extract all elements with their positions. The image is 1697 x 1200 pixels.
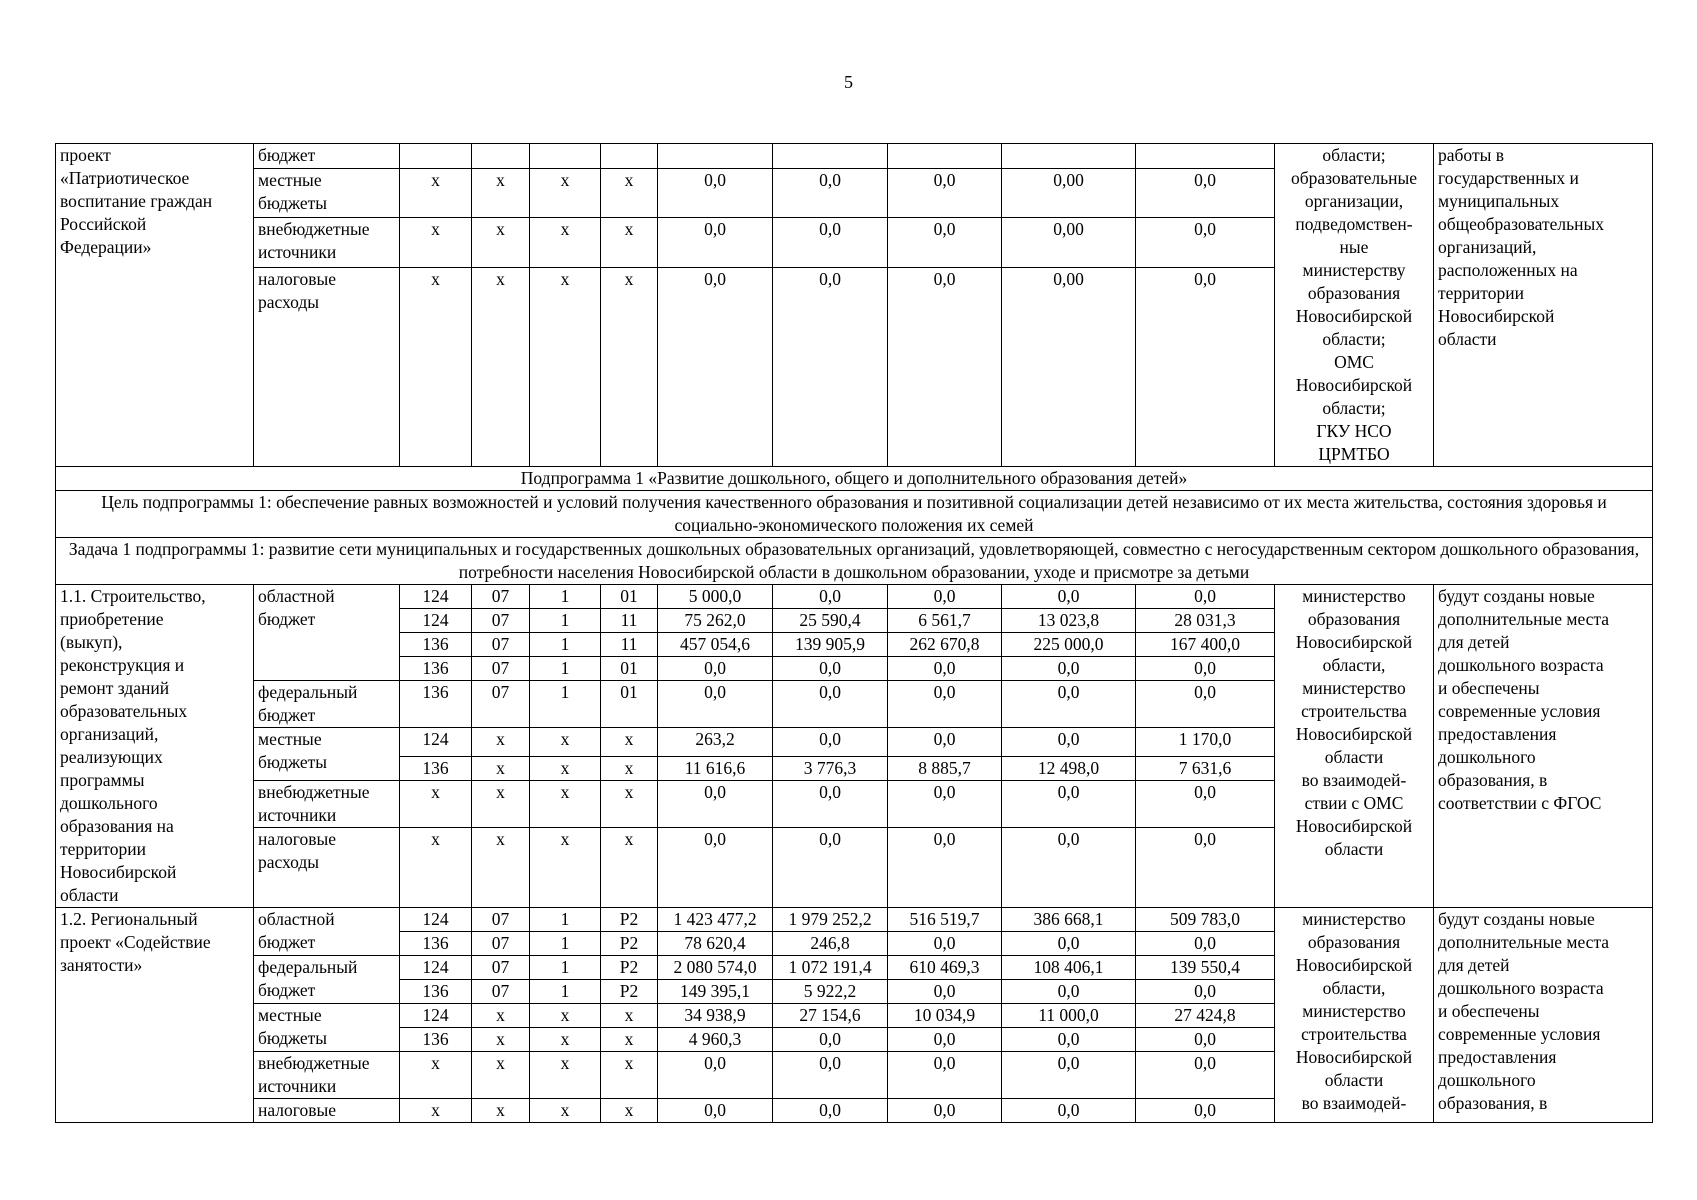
value-cell: 0,0	[658, 267, 773, 466]
measure-name: 1.2. Региональный проект «Содействие занятости»	[56, 908, 254, 1123]
value-cell: 1 423 477,2	[658, 908, 773, 932]
value-cell: P2	[601, 908, 658, 932]
value-cell: 07	[472, 657, 530, 681]
value-cell: 0,0	[773, 1052, 888, 1099]
value-cell: х	[601, 218, 658, 267]
value-cell	[1002, 144, 1136, 169]
banner-row	[56, 538, 1653, 585]
table-body	[56, 144, 1653, 1123]
value-cell: х	[601, 1028, 658, 1052]
value-cell: 0,0	[1136, 932, 1275, 956]
value-cell: 12 498,0	[1002, 757, 1136, 781]
funding-source: внебюджетные источники	[254, 1052, 400, 1099]
value-cell: х	[530, 728, 601, 757]
value-cell: х	[601, 1052, 658, 1099]
value-cell: х	[530, 757, 601, 781]
value-cell: 0,0	[888, 169, 1002, 218]
value-cell: 0,0	[773, 781, 888, 828]
value-cell	[1136, 144, 1275, 169]
value-cell: 0,0	[658, 1099, 773, 1123]
value-cell: 0,0	[1002, 1099, 1136, 1123]
value-cell: 0,0	[888, 681, 1002, 728]
value-cell: 0,0	[1136, 1028, 1275, 1052]
value-cell: 457 054,6	[658, 633, 773, 657]
value-cell: 0,0	[1002, 681, 1136, 728]
value-cell: х	[530, 1028, 601, 1052]
value-cell: 0,0	[888, 585, 1002, 609]
funding-source: бюджет	[254, 144, 400, 169]
value-cell: х	[472, 169, 530, 218]
funding-source: налоговые расходы	[254, 828, 400, 908]
value-cell: х	[472, 828, 530, 908]
value-cell: 136	[400, 1028, 472, 1052]
funding-source: местные бюджеты	[254, 169, 400, 218]
value-cell: 0,0	[1136, 681, 1275, 728]
value-cell: 0,0	[888, 1028, 1002, 1052]
value-cell: 0,0	[658, 169, 773, 218]
section-banner: Подпрограмма 1 «Развитие дошкольного, общего и дополнительного образования детей»	[56, 467, 1653, 491]
value-cell	[472, 144, 530, 169]
table-row	[56, 908, 1653, 932]
value-cell: х	[472, 1004, 530, 1028]
value-cell: 11	[601, 609, 658, 633]
value-cell: 25 590,4	[773, 609, 888, 633]
value-cell: 0,0	[1002, 1052, 1136, 1099]
value-cell: 07	[472, 585, 530, 609]
value-cell: 509 783,0	[1136, 908, 1275, 932]
value-cell: 124	[400, 908, 472, 932]
value-cell: 78 620,4	[658, 932, 773, 956]
measure-name: 1.1. Строительство, приобретение (выкуп), реконструкция и ремонт зданий образовательных организаций, реализующих программы дошкольного образования на территории Новосибирской области	[56, 585, 254, 908]
value-cell: 0,0	[773, 828, 888, 908]
value-cell: P2	[601, 932, 658, 956]
value-cell: 0,0	[658, 828, 773, 908]
value-cell: х	[530, 1052, 601, 1099]
value-cell: 07	[472, 609, 530, 633]
funding-source: областной бюджет	[254, 908, 400, 956]
value-cell: 0,0	[1136, 980, 1275, 1004]
value-cell: 0,0	[658, 657, 773, 681]
value-cell: 124	[400, 956, 472, 980]
section-banner: Задача 1 подпрограммы 1: развитие сети муниципальных и государственных дошкольных образовательных организаций, удовлетворяющей, совместно с негосударственным сектором дошкольного образования, потребности населения Новосибирской области в дошкольном образовании, уходе и присмотре за детьми	[56, 538, 1653, 585]
value-cell: 1	[530, 681, 601, 728]
value-cell: 124	[400, 609, 472, 633]
value-cell: х	[601, 757, 658, 781]
value-cell: х	[400, 1099, 472, 1123]
value-cell: 0,0	[1136, 781, 1275, 828]
value-cell: 0,0	[888, 218, 1002, 267]
value-cell: 0,00	[1002, 267, 1136, 466]
value-cell: х	[601, 1004, 658, 1028]
value-cell: 1	[530, 609, 601, 633]
value-cell: 13 023,8	[1002, 609, 1136, 633]
funding-source: внебюджетные источники	[254, 781, 400, 828]
table-row	[56, 585, 1653, 609]
banner-row	[56, 491, 1653, 538]
value-cell: 1 170,0	[1136, 728, 1275, 757]
value-cell: 0,0	[1002, 828, 1136, 908]
funding-source: местные бюджеты	[254, 1004, 400, 1052]
value-cell: P2	[601, 956, 658, 980]
value-cell: 0,0	[773, 169, 888, 218]
value-cell: 1 072 191,4	[773, 956, 888, 980]
value-cell: 0,0	[773, 218, 888, 267]
value-cell: 0,0	[658, 1052, 773, 1099]
value-cell: х	[530, 1099, 601, 1123]
funding-source: внебюджетные источники	[254, 218, 400, 267]
value-cell: х	[472, 781, 530, 828]
value-cell: 01	[601, 585, 658, 609]
funding-source: местные бюджеты	[254, 728, 400, 781]
value-cell: 01	[601, 681, 658, 728]
value-cell: 0,0	[1136, 267, 1275, 466]
executor: министерство образования Новосибирской области, министерство строительства Новосибирской области во взаимодей- ствии с ОМС Новосибирской области	[1275, 585, 1434, 908]
value-cell: 262 670,8	[888, 633, 1002, 657]
value-cell: 0,0	[773, 1028, 888, 1052]
funding-source: областной бюджет	[254, 585, 400, 681]
value-cell: х	[601, 267, 658, 466]
value-cell: 1	[530, 980, 601, 1004]
value-cell: х	[400, 1052, 472, 1099]
value-cell: 1	[530, 932, 601, 956]
value-cell: 0,0	[888, 267, 1002, 466]
value-cell: 124	[400, 728, 472, 757]
value-cell: 0,0	[1002, 980, 1136, 1004]
value-cell: 5 000,0	[658, 585, 773, 609]
value-cell: 139 550,4	[1136, 956, 1275, 980]
value-cell: 139 905,9	[773, 633, 888, 657]
value-cell: 124	[400, 585, 472, 609]
expected-result: будут созданы новые дополнительные места для детей дошкольного возраста и обеспечены современные условия предоставления дошкольного образования, в	[1434, 908, 1653, 1123]
value-cell: 0,0	[1136, 1099, 1275, 1123]
value-cell: 4 960,3	[658, 1028, 773, 1052]
value-cell: 0,0	[773, 657, 888, 681]
funding-source: федеральный бюджет	[254, 956, 400, 1004]
value-cell: 8 885,7	[888, 757, 1002, 781]
value-cell: 0,0	[773, 1099, 888, 1123]
value-cell	[400, 144, 472, 169]
value-cell: х	[530, 169, 601, 218]
value-cell: 136	[400, 633, 472, 657]
value-cell: 11 000,0	[1002, 1004, 1136, 1028]
value-cell: х	[472, 1028, 530, 1052]
value-cell: х	[472, 1099, 530, 1123]
value-cell: х	[400, 169, 472, 218]
value-cell: 0,0	[1136, 657, 1275, 681]
value-cell: 07	[472, 932, 530, 956]
value-cell: 0,0	[1002, 728, 1136, 757]
value-cell: 124	[400, 1004, 472, 1028]
page-number: 5	[844, 72, 853, 92]
value-cell: 0,0	[1002, 1028, 1136, 1052]
value-cell: 0,0	[888, 657, 1002, 681]
value-cell: 1	[530, 956, 601, 980]
value-cell: х	[530, 1004, 601, 1028]
value-cell: х	[400, 218, 472, 267]
value-cell: 516 519,7	[888, 908, 1002, 932]
value-cell: 2 080 574,0	[658, 956, 773, 980]
executor: министерство образования Новосибирской области, министерство строительства Новосибирской области во взаимодей-	[1275, 908, 1434, 1123]
value-cell: 0,0	[888, 1099, 1002, 1123]
value-cell: 136	[400, 657, 472, 681]
value-cell: 0,0	[1136, 169, 1275, 218]
value-cell	[888, 144, 1002, 169]
value-cell: х	[601, 169, 658, 218]
value-cell: 0,0	[1136, 218, 1275, 267]
value-cell: 0,0	[773, 585, 888, 609]
value-cell: 28 031,3	[1136, 609, 1275, 633]
value-cell: 3 776,3	[773, 757, 888, 781]
value-cell: 07	[472, 980, 530, 1004]
value-cell: 108 406,1	[1002, 956, 1136, 980]
value-cell	[601, 144, 658, 169]
value-cell: 0,00	[1002, 218, 1136, 267]
value-cell: 0,0	[658, 218, 773, 267]
value-cell: 11	[601, 633, 658, 657]
value-cell: 7 631,6	[1136, 757, 1275, 781]
section-banner: Цель подпрограммы 1: обеспечение равных возможностей и условий получения качественного образования и позитивной социализации детей независимо от их места жительства, состояния здоровья и социально-экономического положения их семей	[56, 491, 1653, 538]
value-cell: 149 395,1	[658, 980, 773, 1004]
value-cell: 0,0	[773, 681, 888, 728]
value-cell: P2	[601, 980, 658, 1004]
expected-result: будут созданы новые дополнительные места для детей дошкольного возраста и обеспечены современные условия предоставления дошкольного образования, в соответствии с ФГОС	[1434, 585, 1653, 908]
value-cell: х	[400, 781, 472, 828]
value-cell: х	[472, 728, 530, 757]
value-cell: 27 154,6	[773, 1004, 888, 1028]
value-cell: 0,0	[1136, 828, 1275, 908]
value-cell: 07	[472, 956, 530, 980]
value-cell: 0,0	[1002, 585, 1136, 609]
value-cell: х	[601, 781, 658, 828]
value-cell: 0,0	[888, 980, 1002, 1004]
value-cell: х	[530, 828, 601, 908]
banner-row	[56, 467, 1653, 491]
value-cell: 0,0	[888, 1052, 1002, 1099]
value-cell: х	[400, 828, 472, 908]
value-cell: 1	[530, 633, 601, 657]
value-cell: х	[472, 218, 530, 267]
value-cell: х	[601, 1099, 658, 1123]
value-cell: 0,0	[1002, 781, 1136, 828]
value-cell: 07	[472, 681, 530, 728]
executor: области; образовательные организации, подведомствен- ные министерству образования Новосибирской области; ОМС Новосибирской области; ГКУ НСО ЦРМТБО	[1275, 144, 1434, 467]
value-cell: х	[530, 267, 601, 466]
value-cell: 0,0	[658, 681, 773, 728]
value-cell: 0,0	[888, 828, 1002, 908]
value-cell: х	[472, 267, 530, 466]
table-row	[56, 144, 1653, 169]
value-cell: х	[601, 828, 658, 908]
value-cell: 6 561,7	[888, 609, 1002, 633]
value-cell: 0,0	[888, 781, 1002, 828]
value-cell: 0,0	[773, 728, 888, 757]
value-cell: х	[472, 1052, 530, 1099]
value-cell: 0,0	[1002, 657, 1136, 681]
expected-result: работы в государственных и муниципальных общеобразовательных организаций, расположенных на территории Новосибирской области	[1434, 144, 1653, 467]
value-cell: 136	[400, 932, 472, 956]
value-cell: 167 400,0	[1136, 633, 1275, 657]
value-cell: х	[530, 218, 601, 267]
value-cell: 0,0	[773, 267, 888, 466]
value-cell: 136	[400, 757, 472, 781]
measure-name: проект «Патриотическое воспитание граждан Российской Федерации»	[56, 144, 254, 467]
value-cell: 75 262,0	[658, 609, 773, 633]
value-cell: 34 938,9	[658, 1004, 773, 1028]
value-cell: 10 034,9	[888, 1004, 1002, 1028]
value-cell: 0,0	[1136, 585, 1275, 609]
value-cell: 0,0	[888, 932, 1002, 956]
value-cell: 11 616,6	[658, 757, 773, 781]
value-cell: 0,0	[888, 728, 1002, 757]
value-cell	[773, 144, 888, 169]
value-cell: 136	[400, 681, 472, 728]
value-cell: 1 979 252,2	[773, 908, 888, 932]
value-cell: 386 668,1	[1002, 908, 1136, 932]
value-cell: 136	[400, 980, 472, 1004]
funding-source: налоговые	[254, 1099, 400, 1123]
value-cell: 610 469,3	[888, 956, 1002, 980]
value-cell	[658, 144, 773, 169]
value-cell: 263,2	[658, 728, 773, 757]
funding-source: федеральный бюджет	[254, 681, 400, 728]
budget-table	[55, 143, 1653, 1123]
value-cell: 0,0	[658, 781, 773, 828]
value-cell: 07	[472, 908, 530, 932]
value-cell: 0,0	[1002, 932, 1136, 956]
value-cell: х	[601, 728, 658, 757]
value-cell: 07	[472, 633, 530, 657]
value-cell: 225 000,0	[1002, 633, 1136, 657]
value-cell: 01	[601, 657, 658, 681]
value-cell: х	[530, 781, 601, 828]
funding-source: налоговые расходы	[254, 267, 400, 466]
value-cell: 5 922,2	[773, 980, 888, 1004]
value-cell: 1	[530, 585, 601, 609]
value-cell	[530, 144, 601, 169]
value-cell: х	[472, 757, 530, 781]
value-cell: 1	[530, 908, 601, 932]
value-cell: 246,8	[773, 932, 888, 956]
value-cell: 0,00	[1002, 169, 1136, 218]
value-cell: х	[400, 267, 472, 466]
value-cell: 27 424,8	[1136, 1004, 1275, 1028]
value-cell: 1	[530, 657, 601, 681]
value-cell: 0,0	[1136, 1052, 1275, 1099]
